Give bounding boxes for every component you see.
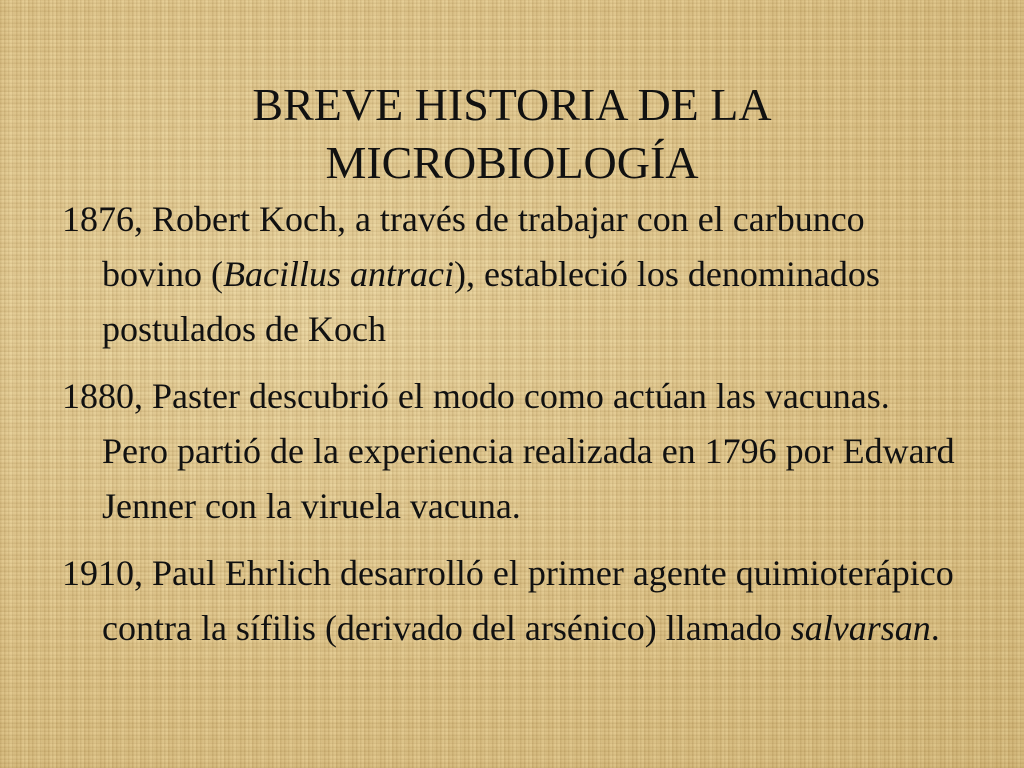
history-list <box>62 192 962 656</box>
slide-title <box>100 76 924 192</box>
history-item-1876 <box>62 192 962 357</box>
history-item-text: 1880, Paster descubrió el modo como actúan las vacunas. Pero partió de la experiencia realizada en 1796 por Edward Jenner con la viruela vacuna. <box>62 376 955 526</box>
history-item-text: . <box>930 608 940 648</box>
history-item-text: ), estableció los denominados postulados de Koch <box>102 254 880 349</box>
species-name: Bacillus antraci <box>223 254 454 294</box>
history-item-1910 <box>62 546 962 656</box>
slide-title-line-1: BREVE HISTORIA DE LA <box>252 79 772 130</box>
drug-name: salvarsan <box>790 608 931 648</box>
history-item-1880 <box>62 369 962 534</box>
history-item-text: 1910, Paul Ehrlich desarrolló el primer agente quimioterápico contra la sífilis (derivado del arsénico) llamado <box>62 553 954 648</box>
history-item-text: 1876, Robert Koch, a través de trabajar con el carbunco bovino ( <box>62 199 865 294</box>
slide-title-line-2: MICROBIOLOGÍA <box>325 137 699 188</box>
